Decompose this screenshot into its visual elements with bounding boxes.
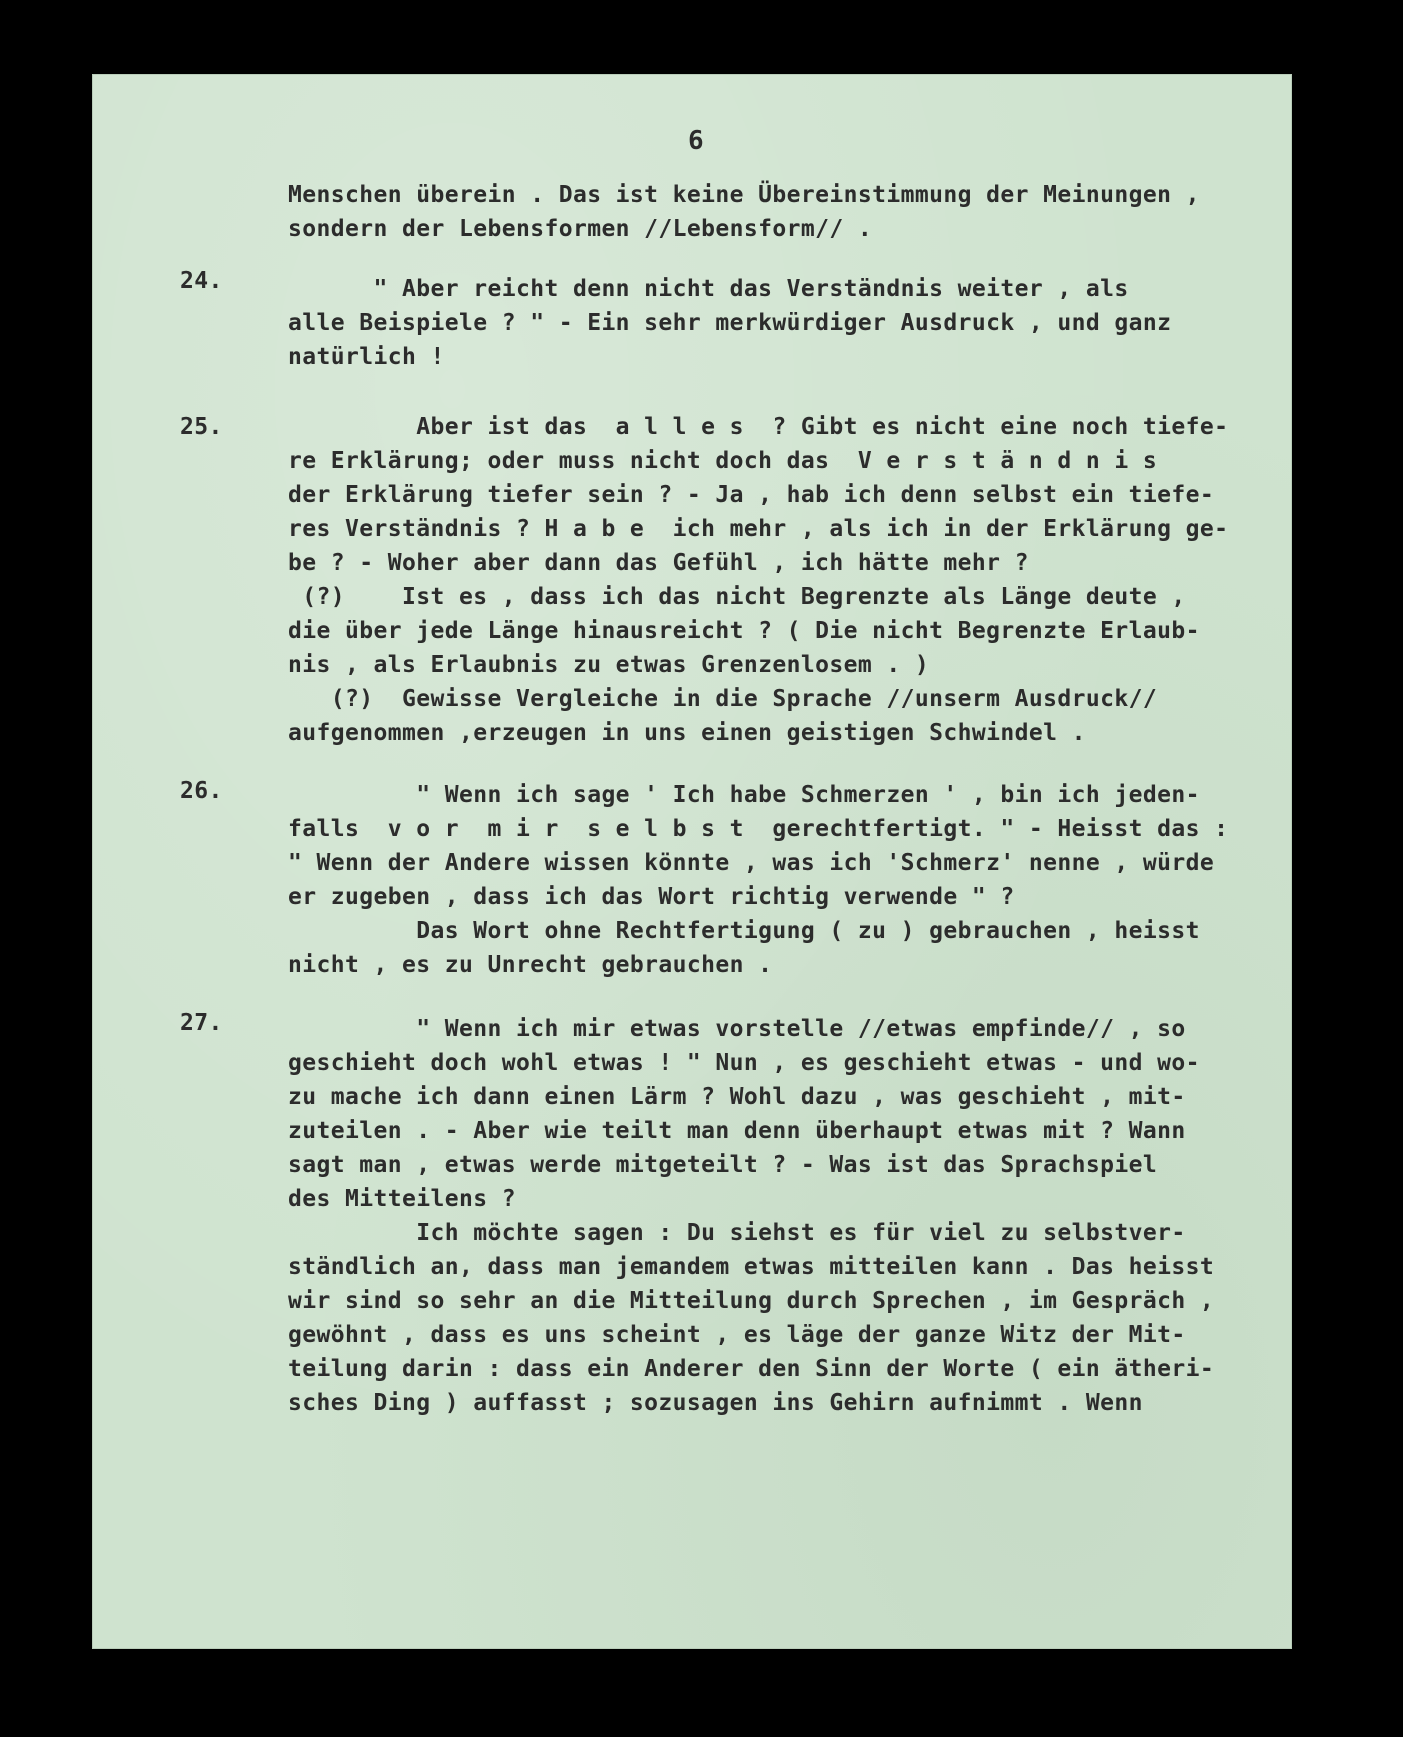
typescript-page bbox=[92, 74, 1292, 1649]
paragraph-26-line: " Wenn ich sage ' Ich habe Schmerzen ' , bin ich jeden- bbox=[288, 782, 1200, 808]
section-number-24: 24. bbox=[180, 268, 223, 294]
paragraph-25-line: (?) Ist es , dass ich das nicht Begrenzte als Länge deute , bbox=[288, 584, 1186, 610]
paragraph-27-line: teilung darin : dass ein Anderer den Sinn der Worte ( ein ätheri- bbox=[288, 1356, 1215, 1382]
paragraph-25-line: der Erklärung tiefer sein ? - Ja , hab ich denn selbst ein tiefe- bbox=[288, 482, 1215, 508]
paragraph-27-line: zu mache ich dann einen Lärm ? Wohl dazu , was geschieht , mit- bbox=[288, 1084, 1186, 1110]
paragraph-24-line: natürlich ! bbox=[288, 344, 445, 370]
paragraph-25-line: die über jede Länge hinausreicht ? ( Die nicht Begrenzte Erlaub- bbox=[288, 618, 1200, 644]
paragraph-26-line: nicht , es zu Unrecht gebrauchen . bbox=[288, 952, 773, 978]
section-number-26: 26. bbox=[180, 778, 223, 804]
paragraph-25-line: Aber ist das a l l e s ? Gibt es nicht eine noch tiefe- bbox=[288, 414, 1229, 440]
paragraph-26-line: " Wenn der Andere wissen könnte , was ich 'Schmerz' nenne , würde bbox=[288, 850, 1215, 876]
paragraph-24-line: " Aber reicht denn nicht das Verständnis weiter , als bbox=[288, 276, 1129, 302]
paragraph-25-line: aufgenommen ,erzeugen in uns einen geistigen Schwindel . bbox=[288, 720, 1086, 746]
intro-line: Menschen überein . Das ist keine Übereinstimmung der Meinungen , bbox=[288, 182, 1200, 208]
page-number: 6 bbox=[688, 126, 705, 156]
paragraph-24-line: alle Beispiele ? " - Ein sehr merkwürdiger Ausdruck , und ganz bbox=[288, 310, 1172, 336]
paragraph-27-line: ständlich an, dass man jemandem etwas mitteilen kann . Das heisst bbox=[288, 1254, 1215, 1280]
intro-line: sondern der Lebensformen //Lebensform// . bbox=[288, 216, 873, 242]
paragraph-25-line: nis , als Erlaubnis zu etwas Grenzenlosem . ) bbox=[288, 652, 930, 678]
paragraph-25-line: be ? - Woher aber dann das Gefühl , ich hätte mehr ? bbox=[288, 550, 1029, 576]
paragraph-27-line: wir sind so sehr an die Mitteilung durch Sprechen , im Gespräch , bbox=[288, 1288, 1215, 1314]
paragraph-27-line: sagt man , etwas werde mitgeteilt ? - Was ist das Sprachspiel bbox=[288, 1152, 1158, 1178]
paragraph-27-line: des Mitteilens ? bbox=[288, 1186, 516, 1212]
paragraph-27-line: " Wenn ich mir etwas vorstelle //etwas empfinde// , so bbox=[288, 1016, 1186, 1042]
section-number-27: 27. bbox=[180, 1010, 223, 1036]
paragraph-27-line: Ich möchte sagen : Du siehst es für viel zu selbstver- bbox=[288, 1220, 1186, 1246]
paragraph-26-line: Das Wort ohne Rechtfertigung ( zu ) gebrauchen , heisst bbox=[288, 918, 1200, 944]
paragraph-27-line: gewöhnt , dass es uns scheint , es läge der ganze Witz der Mit- bbox=[288, 1322, 1186, 1348]
paragraph-27-line: sches Ding ) auffasst ; sozusagen ins Gehirn aufnimmt . Wenn bbox=[288, 1390, 1143, 1416]
section-number-25: 25. bbox=[180, 414, 223, 440]
paragraph-25-line: res Verständnis ? H a b e ich mehr , als ich in der Erklärung ge- bbox=[288, 516, 1229, 542]
paragraph-26-line: falls v o r m i r s e l b s t gerechtfertigt. " - Heisst das : bbox=[288, 816, 1229, 842]
paragraph-25-line: re Erklärung; oder muss nicht doch das V e r s t ä n d n i s bbox=[288, 448, 1158, 474]
paragraph-25-line: (?) Gewisse Vergleiche in die Sprache //unserm Ausdruck// bbox=[288, 686, 1158, 712]
paragraph-26-line: er zugeben , dass ich das Wort richtig verwende " ? bbox=[288, 884, 1015, 910]
paragraph-27-line: geschieht doch wohl etwas ! " Nun , es geschieht etwas - und wo- bbox=[288, 1050, 1200, 1076]
paragraph-27-line: zuteilen . - Aber wie teilt man denn überhaupt etwas mit ? Wann bbox=[288, 1118, 1186, 1144]
